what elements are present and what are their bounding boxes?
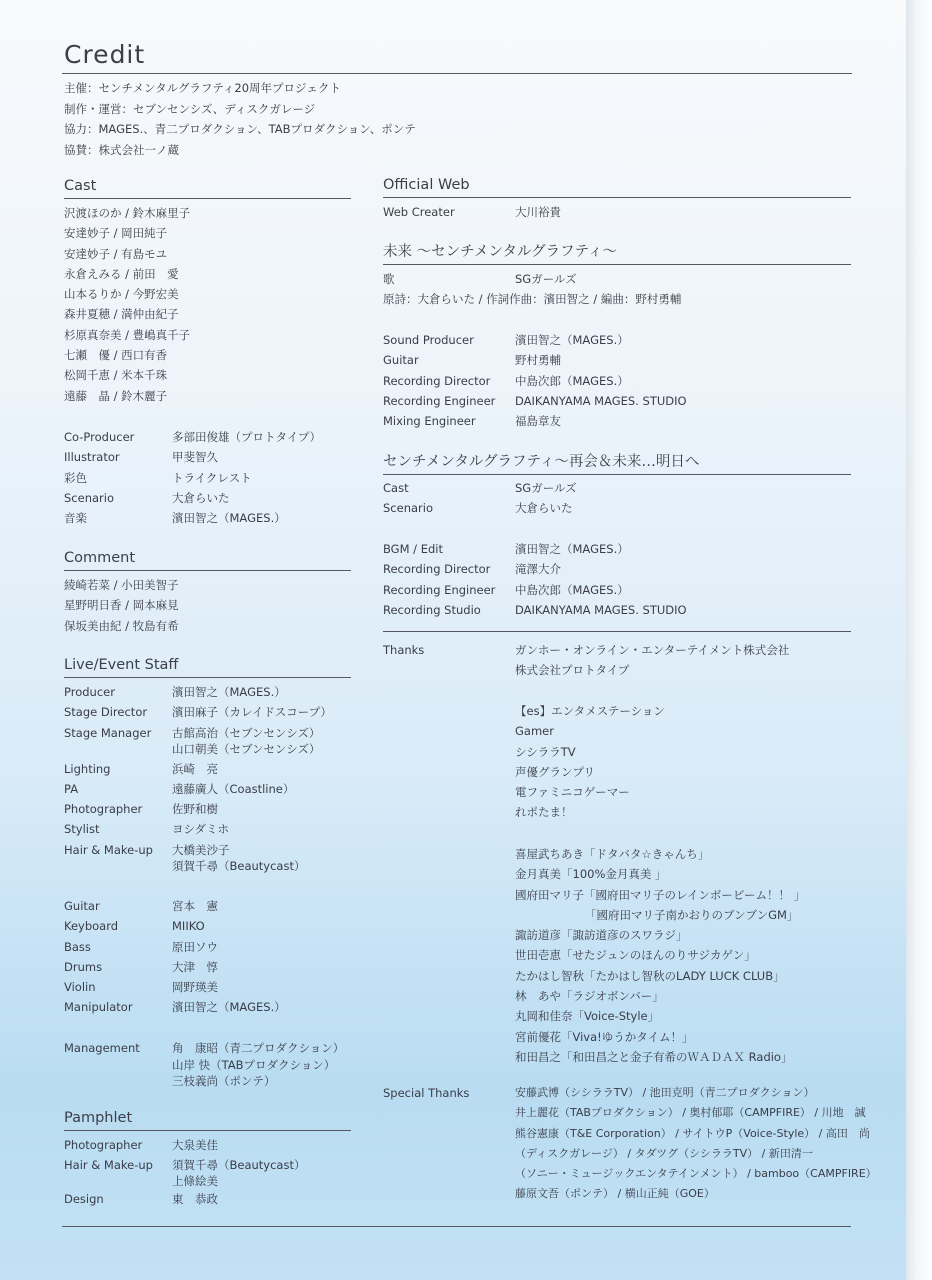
role-name: 大津 惇 (172, 959, 218, 974)
role-label: 彩色 (64, 470, 87, 485)
thanks-group-2 (515, 701, 665, 823)
credit-row (64, 1135, 306, 1155)
role-label: Photographer (64, 802, 143, 817)
cast-member: 山本るりか / 今野宏美 (64, 287, 179, 302)
credit-row (64, 447, 321, 467)
thanks-entry: 「國府田マリ子南かおりのブンブンGM」 (585, 907, 799, 922)
role-name: 東 恭政 (172, 1192, 218, 1207)
staff-group-3 (64, 1040, 344, 1090)
cast-member: 遠藤 晶 / 鈴木麗子 (64, 388, 168, 403)
role-name: 須賀千尋（Beautycast） (172, 1158, 306, 1173)
role-name: 佐野和樹 (172, 802, 218, 817)
role-name: 大川裕貴 (515, 205, 561, 219)
role-name: ヨシダミホ (172, 822, 230, 837)
credit-row (64, 977, 286, 997)
thanks-entry: 諏訪道彦「諏訪道彦のスワラジ」 (515, 928, 688, 943)
intro-line: 制作・運営：セブンセンシズ、ディスクガレージ (64, 101, 316, 116)
role-name: 岡野瑛美 (172, 980, 218, 995)
role-label: Sound Producer (383, 333, 474, 347)
special-thanks-line: （ソニー・ミュージックエンタテインメント） / bamboo（CAMPFIRE） (515, 1167, 877, 1181)
thanks-entry: 林 あや「ラジオボンバー」 (515, 989, 664, 1004)
thanks-entry: 声優グランプリ (515, 764, 596, 779)
role-label: BGM / Edit (383, 542, 443, 556)
section-divider (64, 677, 351, 678)
mirai-staff (383, 330, 687, 431)
special-thanks-line: （ディスクガレージ） / タダツグ（シシララTV） / 新田清一 (515, 1146, 813, 1160)
cast-member: 沢渡ほのか / 鈴木麻里子 (64, 206, 191, 220)
mirai-heading: 未来 〜センチメンタルグラフティ〜 (383, 244, 617, 260)
role-label: Recording Engineer (383, 582, 496, 597)
credit-row (383, 371, 687, 391)
thanks-entry: Gamer (515, 724, 554, 739)
credit-row (64, 759, 332, 779)
role-label: Hair & Make-up (64, 1158, 153, 1173)
role-name: 浜崎 亮 (172, 761, 218, 776)
credit-row (64, 957, 286, 977)
staff-group-1 (64, 682, 332, 874)
staff-section (64, 656, 351, 678)
role-name: 角 康昭（青二プロダクション） (172, 1041, 345, 1055)
credit-row (64, 427, 321, 447)
role-name: DAIKANYAMA MAGES. STUDIO (515, 393, 687, 408)
role-label: Producer (64, 685, 115, 699)
staff-heading: Live/Event Staff (64, 657, 179, 673)
intro-block (64, 78, 416, 160)
credit-row (64, 937, 286, 957)
thanks-heading: Thanks (383, 643, 425, 657)
intro-line: 協力：MAGES.、青二プロダクション、TABプロダクション、ポンテ (64, 122, 416, 136)
thanks-entry: 和田昌之「和田昌之と金子有希のＷＡＤＡＸ Radio」 (515, 1049, 793, 1064)
role-name: 濱田智之（MAGES.） (172, 685, 286, 699)
cast-member: 森井夏穂 / 満仲由紀子 (64, 307, 179, 322)
role-name-multi (172, 842, 306, 874)
role-label: Recording Engineer (383, 393, 496, 408)
cast-section (64, 177, 351, 199)
credit-row (383, 600, 687, 620)
role-label: PA (64, 781, 79, 796)
role-name: 山岸 快（TABプロダクション） (172, 1057, 336, 1072)
cast-roles (64, 427, 321, 528)
role-label: Photographer (64, 1138, 143, 1152)
role-label: Violin (64, 980, 96, 995)
credit-row (383, 478, 577, 498)
credit-row (383, 559, 687, 579)
thanks-entry: 世田壱恵「せたジュンのほんのりサジカゲン」 (515, 948, 756, 963)
role-name: 中島次郎（MAGES.） (515, 373, 629, 388)
mirai-section (383, 243, 851, 265)
role-label: Keyboard (64, 919, 119, 934)
credit-row (64, 702, 332, 722)
thanks-entry: 金月真美「100%金月真美 」 (515, 867, 667, 882)
section-divider (383, 264, 851, 265)
cast-member: 安達妙子 / 有島モユ (64, 246, 168, 261)
cast-member: 杉原真奈美 / 豊嶋真千子 (64, 327, 191, 342)
section-divider (64, 570, 351, 571)
role-name: SGガールズ (515, 481, 577, 495)
role-label: Cast (383, 481, 409, 495)
credit-row (383, 202, 561, 222)
role-name: 濱田智之（MAGES.） (515, 333, 629, 347)
song-credits-line: 原詩：大倉らいた / 作詞作曲：濱田智之 / 編曲：野村勇輔 (383, 292, 682, 307)
role-name: 中島次郎（MAGES.） (515, 582, 629, 597)
role-label: Lighting (64, 761, 111, 776)
section-divider (64, 1130, 351, 1131)
thanks-entry: ガンホー・オンライン・エンターテイメント株式会社 (515, 643, 790, 657)
saikai-section (383, 453, 851, 475)
credit-row (64, 468, 321, 488)
credit-row (64, 682, 332, 702)
role-name: 福島章友 (515, 414, 561, 429)
role-name: 野村勇輔 (515, 353, 561, 368)
cast-member: 永倉えみる / 前田 愛 (64, 266, 179, 281)
comment-list (64, 575, 179, 636)
credit-row (64, 723, 332, 759)
page-edge (906, 0, 932, 1280)
role-name-multi (172, 725, 320, 757)
role-label: Stage Director (64, 705, 148, 720)
credit-row (64, 896, 286, 916)
thanks-entry: れポたま！ (515, 805, 573, 820)
role-name: 多部田俊雄（プロトタイプ） (172, 430, 322, 444)
role-label: Guitar (383, 353, 419, 368)
credit-row (64, 1155, 306, 1189)
official-web-heading: Official Web (383, 177, 470, 193)
role-label: Recording Studio (383, 602, 481, 617)
special-thanks-heading: Special Thanks (383, 1086, 470, 1100)
credit-row (64, 1189, 306, 1209)
comment-member: 保坂美由紀 / 牧島有希 (64, 618, 179, 633)
cast-member: 安達妙子 / 岡田純子 (64, 226, 168, 241)
credit-row (64, 1040, 344, 1090)
pamphlet-list (64, 1135, 306, 1210)
title-divider (62, 73, 852, 74)
credit-row (64, 799, 332, 819)
comment-heading: Comment (64, 550, 136, 566)
credit-row (64, 779, 332, 799)
role-name: 上條絵美 (172, 1174, 218, 1189)
role-name: 宮本 憲 (172, 899, 218, 913)
role-name: 大倉らいた (515, 501, 573, 516)
role-name: 遠藤廣人（Coastline） (172, 781, 295, 796)
role-name-multi (172, 1157, 306, 1189)
section-divider (383, 474, 851, 475)
role-label: Scenario (64, 490, 114, 505)
section-divider (64, 198, 351, 199)
credit-row (64, 508, 321, 528)
role-label: Management (64, 1041, 140, 1055)
saikai-staff (383, 539, 687, 620)
role-name: 甲斐智久 (172, 450, 218, 465)
thanks-entry: 【es】エンタメステーション (515, 704, 665, 718)
credit-row (383, 269, 681, 289)
special-thanks-line: 藤原文吾（ポンテ） / 横山正純（GOE） (515, 1187, 715, 1201)
credit-row (383, 498, 577, 518)
role-label: 音楽 (64, 511, 87, 526)
thanks-group-1 (515, 640, 789, 681)
credit-row (64, 997, 286, 1017)
comment-member: 綾崎若菜 / 小田美智子 (64, 578, 179, 592)
role-name: 濱田智之（MAGES.） (515, 542, 629, 556)
staff-group-2 (64, 896, 286, 1018)
role-name: トライクレスト (172, 470, 252, 485)
role-label: Drums (64, 959, 103, 974)
page-title: Credit (64, 40, 146, 69)
cast-heading: Cast (64, 178, 97, 194)
bottom-divider (62, 1226, 851, 1227)
role-name: SGガールズ (515, 272, 577, 286)
intro-line: 主催：センチメンタルグラフティ20周年プロジェクト (64, 81, 341, 95)
special-thanks-line: 安藤武博（シシララTV） / 池田克明（青二プロダクション） (515, 1086, 815, 1099)
role-name: 滝澤大介 (515, 562, 561, 577)
thanks-label (383, 640, 424, 660)
role-name: 原田ソウ (172, 939, 218, 954)
role-label: Illustrator (64, 450, 120, 465)
role-label: Design (64, 1192, 104, 1207)
credit-row (383, 580, 687, 600)
role-name: DAIKANYAMA MAGES. STUDIO (515, 602, 687, 617)
role-name: 大泉美佳 (172, 1138, 218, 1152)
credit-row (64, 840, 332, 874)
role-label: Recording Director (383, 373, 491, 388)
credit-row (64, 488, 321, 508)
role-name: 大倉らいた (172, 490, 230, 505)
thanks-entry: 喜屋武ちあき「ドタバタ☆きゃんち」 (515, 847, 710, 861)
role-label: Hair & Make-up (64, 842, 153, 857)
role-label: Stage Manager (64, 725, 152, 740)
role-label: Co-Producer (64, 430, 135, 444)
role-name: 濱田麻子（カレイドスコープ） (172, 705, 332, 720)
role-name: 濱田智之（MAGES.） (172, 511, 286, 526)
role-label: Bass (64, 939, 91, 954)
comment-member: 星野明日香 / 岡本麻見 (64, 598, 179, 613)
thanks-group-3 (515, 844, 805, 1067)
section-divider (383, 197, 851, 198)
role-name: 山口朝美（セブンセンシズ） (172, 741, 321, 756)
role-label: Manipulator (64, 1000, 133, 1015)
saikai-cast (383, 478, 577, 519)
saikai-heading: センチメンタルグラフティ〜再会＆未来…明日へ (383, 454, 700, 470)
thanks-entry: シシララTV (515, 744, 576, 759)
pamphlet-heading: Pamphlet (64, 1110, 133, 1126)
comment-section (64, 549, 351, 571)
thanks-entry: 國府田マリ子「國府田マリ子のレインボービーム！！ 」 (515, 887, 806, 902)
credit-row (383, 391, 687, 411)
special-thanks-list (515, 1083, 877, 1205)
role-name: 須賀千尋（Beautycast） (172, 858, 306, 873)
thanks-entry: 宮前優花「Viva!ゆうかタイム！」 (515, 1029, 694, 1044)
role-name-multi (172, 1040, 344, 1090)
role-label: Web Creater (383, 205, 455, 219)
credit-row (383, 411, 687, 431)
credit-row (383, 350, 687, 370)
credit-row (64, 819, 332, 839)
role-label: Guitar (64, 899, 100, 913)
intro-line: 協賛：株式会社一ノ蔵 (64, 142, 179, 157)
credit-row (383, 539, 687, 559)
official-web-list (383, 202, 561, 222)
role-name: 古館高治（セブンセンシズ） (172, 725, 321, 740)
official-web-section (383, 176, 851, 198)
credit-row (64, 916, 286, 936)
role-name: MIIKO (172, 919, 205, 934)
role-label: Scenario (383, 501, 433, 516)
role-label: 歌 (383, 272, 395, 286)
thanks-entry: 電ファミニコゲーマー (515, 785, 630, 800)
thanks-divider (383, 631, 851, 632)
cast-member: 松岡千恵 / 米本千珠 (64, 368, 168, 383)
role-label: Stylist (64, 822, 100, 837)
cast-list (64, 203, 190, 406)
pamphlet-section (64, 1109, 351, 1131)
cast-member: 七瀬 優 / 西口有香 (64, 348, 168, 363)
special-thanks-line: 熊谷憲康（T&E Corporation） / サイトウP（Voice-Style） / 高田 尚 (515, 1126, 870, 1140)
special-thanks-label (383, 1083, 469, 1103)
role-name: 大橋美沙子 (172, 842, 230, 857)
role-name: 濱田智之（MAGES.） (172, 1000, 286, 1015)
credit-row (383, 330, 687, 350)
thanks-entry: 丸岡和佳奈「Voice-Style」 (515, 1009, 660, 1024)
special-thanks-line: 井上麗花（TABプロダクション） / 奥村郁耶（CAMPFIRE） / 川地 誠 (515, 1106, 866, 1120)
role-name: 三枝義尚（ポンテ） (172, 1074, 276, 1088)
role-label: Recording Director (383, 562, 491, 577)
thanks-entry: 株式会社プロトタイプ (515, 663, 630, 678)
thanks-entry: たかはし智秋「たかはし智秋のLADY LUCK CLUB」 (515, 968, 785, 983)
role-label: Mixing Engineer (383, 414, 476, 429)
mirai-song (383, 269, 681, 310)
